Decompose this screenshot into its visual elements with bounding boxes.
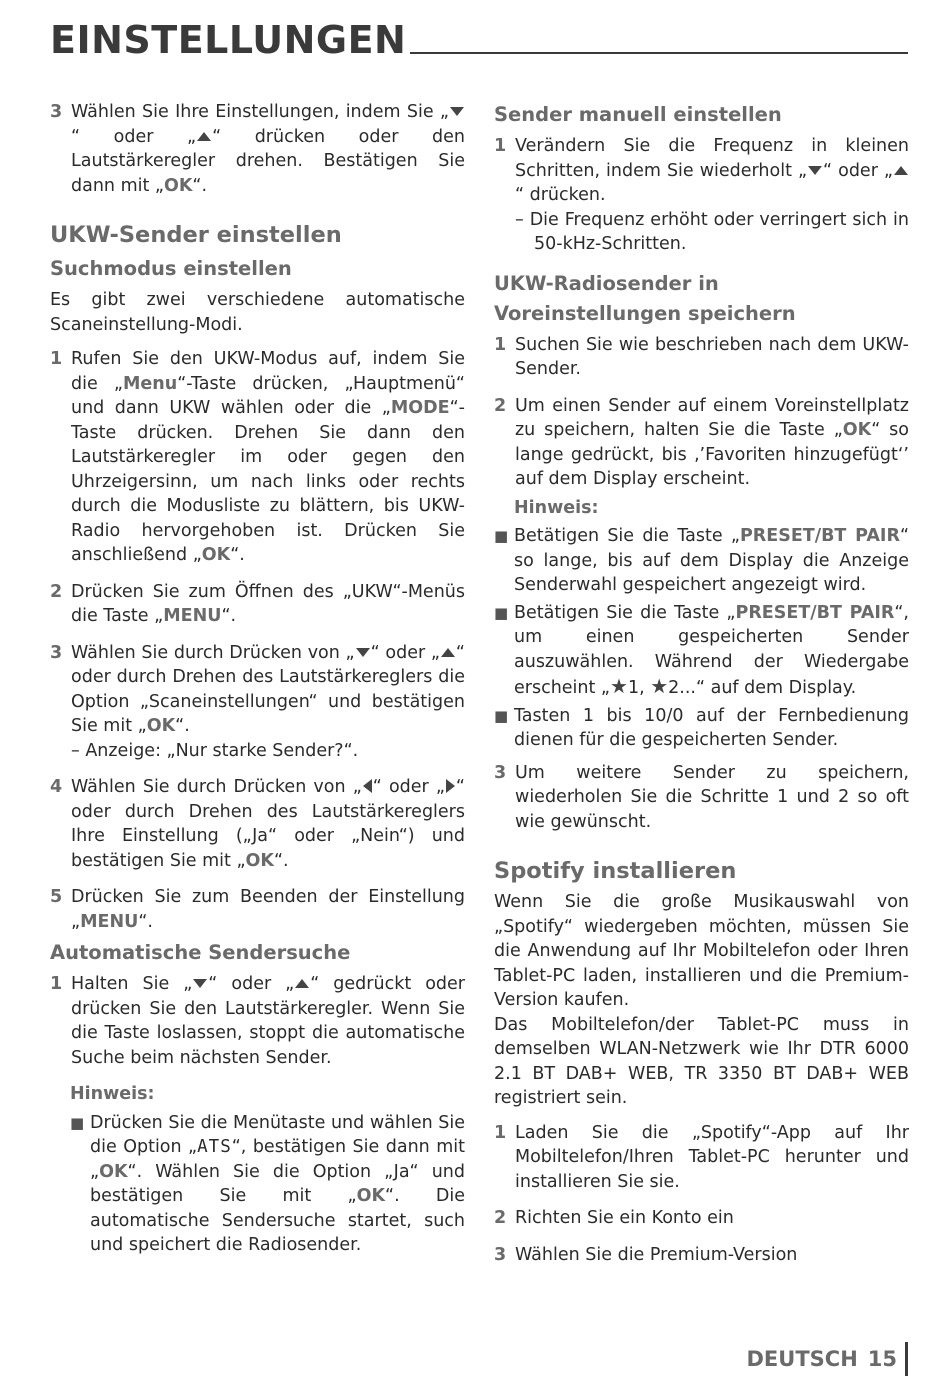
keyword-menu: MENU (163, 606, 222, 626)
step-number: 3 (50, 642, 63, 663)
keyword-ok: OK (245, 850, 274, 871)
keyword-ok: OK (163, 175, 193, 196)
up-arrow-icon (295, 979, 309, 988)
keyword-ok: OK (146, 716, 176, 736)
subheading-preset: UKW-Radiosender in Voreinstellungen speichern (494, 271, 796, 325)
page-number: 15 (868, 1342, 908, 1376)
spotify-paragraph-1: Wenn Sie die große Musikauswahl von „Spotify“ wiedergeben möchten, müssen Sie die Anwendung auf Ihr Mobiltelefon oder Ihren Tablet-PC laden, installieren und die Premium-Version kaufen. (494, 892, 909, 1010)
star-icon: ★ (610, 674, 628, 698)
lcd-ats: ATS (197, 1137, 232, 1157)
step-number: 3 (494, 1244, 507, 1265)
display-note: – Anzeige: „Nur starke Sender?“. (71, 740, 359, 761)
step-3-settings: 3 Wählen Sie Ihre Einstellungen, indem Sie „“ oder „ “ drücken oder den Lautstärkeregler drehen. Bestätigen Sie dann mit „OK“. (50, 102, 465, 196)
step-3-more-stations: 3 Um weitere Sender zu speichern, wiederholen Sie die Schritte 1 und 2 so oft wie gewünscht. (494, 762, 909, 832)
right-column (494, 100, 909, 1279)
up-arrow-icon (894, 166, 908, 175)
hint-bullet: ■ Betätigen Sie die Taste „PRESET/BT PAIR“ so lange, bis auf dem Display die Anzeige Senderwahl gespeichert angezeigt wird. (494, 526, 910, 595)
step-number: 1 (494, 334, 507, 355)
down-arrow-icon (356, 648, 370, 657)
keyword-ok: OK (356, 1186, 386, 1206)
keyword-ok: OK (842, 420, 872, 440)
step-number: 1 (494, 1122, 507, 1143)
step-1-auto-search: 1 Halten Sie „ “ oder „ “ gedrückt oder drücken Sie den Lautstärkeregler. Wenn Sie die Taste loslassen, stoppt die automatische Suche beim nächsten Sender. (50, 974, 465, 1068)
step-number: 1 (50, 974, 63, 994)
step-5-exit: 5 Drücken Sie zum Beenden der Einstellung „MENU“. (50, 887, 465, 932)
up-arrow-icon (197, 132, 211, 141)
page-title: EINSTELLUNGEN (50, 18, 410, 62)
square-bullet-icon: ■ (494, 706, 509, 725)
step-number: 3 (50, 102, 63, 122)
keyword-mode: MODE (390, 398, 450, 418)
step-2-store-station: 2 Um einen Sender auf einem Voreinstellplatz zu speichern, halten Sie die Taste „OK“ so lange gedrückt, bis ‚’Favoriten hinzugefügt‘’ auf dem Display erscheint. (494, 395, 909, 489)
step-number: 1 (494, 136, 507, 156)
hint-bullet: ■ Betätigen Sie die Taste „PRESET/BT PAIR“, um einen gespeicherten Sender auszuwählen. Während der Wiedergabe erscheint „★1, ★2...“ auf dem Display. (494, 602, 909, 698)
footer-language: DEUTSCH (746, 1347, 858, 1371)
keyword-menu: Menu (123, 373, 178, 394)
step-number: 2 (494, 1208, 507, 1228)
step-number: 2 (494, 395, 507, 416)
hint-bullet: ■ Drücken Sie die Menütaste und wählen Sie die Option „ATS“, bestätigen Sie dann mit „OK“. Wählen Sie die Option „Ja“ und bestätigen Sie mit „OK“. Die automatische Sendersuche startet, such und speichert die Radiosender. (70, 1112, 466, 1255)
star-icon: ★ (650, 674, 669, 698)
keyword-preset: PRESET/BT PAIR (735, 602, 895, 623)
step-4-choose-setting: 4 Wählen Sie durch Drücken von „ “ oder „ “ oder durch Drehen des Lautstärkereglers Ihre Einstellung („Ja“ oder „Nein“) und bestätigen Sie mit „OK“. (50, 777, 465, 871)
step-1-download-app: 1 Laden Sie die „Spotify“-App auf Ihr Mobiltelefon/Ihren Tablet-PC herunter und installieren Sie sie. (494, 1122, 909, 1192)
down-arrow-icon (808, 166, 822, 175)
left-column (50, 100, 465, 1261)
step-number: 2 (50, 581, 63, 602)
square-bullet-icon: ■ (494, 527, 509, 545)
step-number: 5 (50, 887, 63, 907)
square-bullet-icon: ■ (70, 1113, 85, 1132)
step-2-account: 2 Richten Sie ein Konto ein (494, 1206, 909, 1231)
hint-title: Hinweis: (70, 1084, 155, 1104)
frequency-note: – Die Frequenz erhöht oder verringert sich in 50-kHz-Schritten. (515, 209, 909, 254)
up-arrow-icon (441, 648, 455, 657)
step-3-scan-settings: 3 Wählen Sie durch Drücken von „ “ oder „ “ oder durch Drehen des Lautstärkereglers die Option „Scaneinstellungen“ und bestätigen Sie mit „OK“. – Anzeige: „Nur starke Sender?“. (50, 641, 465, 764)
keyword-ok: OK (201, 545, 231, 565)
suchmodus-intro: Es gibt zwei verschiedene automatische Scaneinstellung-Modi. (50, 290, 465, 335)
right-arrow-icon (446, 779, 455, 793)
hint-bullet: ■ Tasten 1 bis 10/0 auf der Fernbedienung dienen für die gespeicherten Sender. (494, 705, 909, 750)
section-heading-ukw: UKW-Sender einstellen (50, 222, 342, 248)
subheading-suchmodus: Suchmodus einstellen (50, 257, 292, 280)
hint-title: Hinweis: (514, 497, 599, 518)
keyword-ok: OK (99, 1161, 128, 1182)
page-footer (747, 1342, 909, 1376)
step-number: 4 (50, 777, 63, 797)
down-arrow-icon (450, 107, 464, 116)
step-number: 3 (494, 762, 507, 783)
step-1-frequency: 1 Verändern Sie die Frequenz in kleinen Schritten, indem Sie wiederholt „ “ oder „“ drücken. – Die Frequenz erhöht oder verringert sich in 50-kHz-Schritten. (494, 134, 909, 257)
step-1-search-station: 1 Suchen Sie wie beschrieben nach dem UKW-Sender. (494, 334, 909, 379)
square-bullet-icon: ■ (494, 603, 509, 622)
header-rule (368, 52, 908, 54)
subheading-auto-search: Automatische Sendersuche (50, 941, 351, 964)
keyword-menu: MENU (80, 911, 139, 932)
step-number: 1 (50, 349, 63, 369)
step-2-open-menu: 2 Drücken Sie zum Öffnen des „UKW“-Menüs die Taste „MENU“. (50, 581, 465, 626)
section-heading-spotify: Spotify installieren (494, 858, 737, 884)
spotify-paragraph-2: Das Mobiltelefon/der Tablet-PC muss in demselben WLAN-Netzwerk wie Ihr DTR 6000 2.1 BT DAB+ WEB, TR 3350 BT DAB+ WEB registriert sein. (494, 1014, 909, 1108)
down-arrow-icon (193, 979, 207, 988)
step-3-premium: 3 Wählen Sie die Premium-Version (494, 1243, 909, 1268)
keyword-preset: PRESET/BT PAIR (739, 526, 900, 546)
subheading-manual: Sender manuell einstellen (494, 103, 782, 126)
step-1-ukw-mode: 1 Rufen Sie den UKW-Modus auf, indem Sie die „Menu“-Taste drücken, „Hauptmenü“ und dann UKW wählen oder die „MODE“-Taste drücken. Drehen Sie dann den Lautstärkeregler im oder gegen den Uhrzeigersinn, um nach links oder rechts durch die Modusliste zu blättern, bis UKW-Radio hervorgehoben ist. Drücken Sie anschließend „OK“. (50, 349, 466, 565)
page-header (50, 18, 908, 68)
left-arrow-icon (363, 779, 372, 793)
